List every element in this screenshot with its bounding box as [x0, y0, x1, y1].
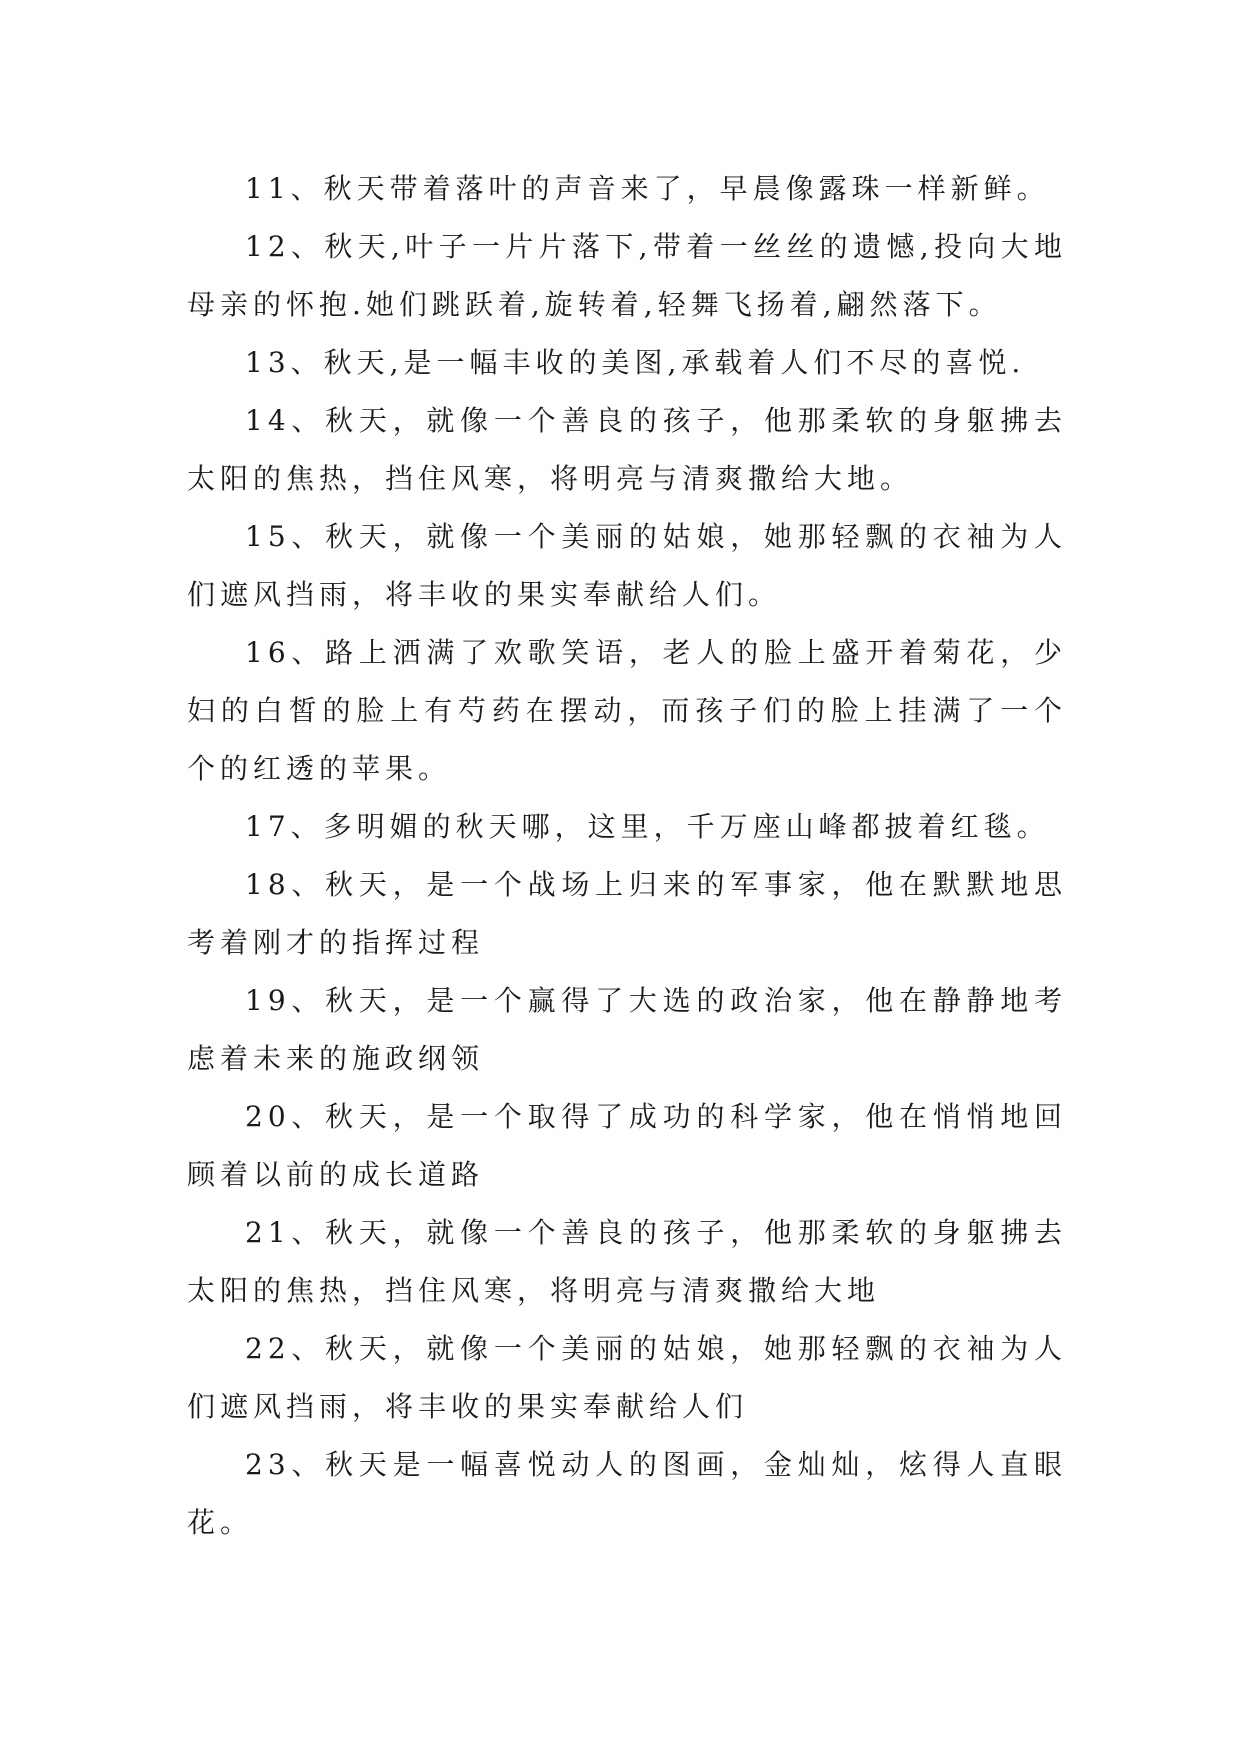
paragraph-23: 23、秋天是一幅喜悦动人的图画，金灿灿，炫得人直眼花。 — [187, 1448, 1067, 1539]
paragraph-15: 15、秋天，就像一个美丽的姑娘，她那轻飘的衣袖为人们遮风挡雨，将丰收的果实奉献给人们。 — [187, 520, 1067, 611]
document-body — [187, 160, 1067, 1552]
paragraph-20: 20、秋天，是一个取得了成功的科学家，他在悄悄地回顾着以前的成长道路 — [187, 1100, 1067, 1191]
paragraph-11: 11、秋天带着落叶的声音来了，早晨像露珠一样新鲜。 — [245, 172, 1050, 205]
paragraph-16: 16、路上洒满了欢歌笑语，老人的脸上盛开着菊花，少妇的白皙的脸上有芍药在摆动，而孩子们的脸上挂满了一个个的红透的苹果。 — [187, 636, 1067, 785]
paragraph-17: 17、多明媚的秋天哪，这里，千万座山峰都披着红毯。 — [245, 810, 1050, 843]
paragraph-21: 21、秋天，就像一个善良的孩子，他那柔软的身躯拂去太阳的焦热，挡住风寒，将明亮与清爽撒给大地 — [187, 1216, 1067, 1307]
paragraph-19: 19、秋天，是一个赢得了大选的政治家，他在静静地考虑着未来的施政纲领 — [187, 984, 1067, 1075]
paragraph-18: 18、秋天，是一个战场上归来的军事家，他在默默地思考着刚才的指挥过程 — [187, 868, 1067, 959]
paragraph-22: 22、秋天，就像一个美丽的姑娘，她那轻飘的衣袖为人们遮风挡雨，将丰收的果实奉献给人们 — [187, 1332, 1067, 1423]
paragraph-12: 12、秋天,叶子一片片落下,带着一丝丝的遗憾,投向大地母亲的怀抱.她们跳跃着,旋转着,轻舞飞扬着,翩然落下。 — [187, 230, 1067, 321]
paragraph-14: 14、秋天，就像一个善良的孩子，他那柔软的身躯拂去太阳的焦热，挡住风寒，将明亮与清爽撒给大地。 — [187, 404, 1067, 495]
paragraph-13: 13、秋天,是一幅丰收的美图,承载着人们不尽的喜悦. — [245, 346, 1026, 379]
